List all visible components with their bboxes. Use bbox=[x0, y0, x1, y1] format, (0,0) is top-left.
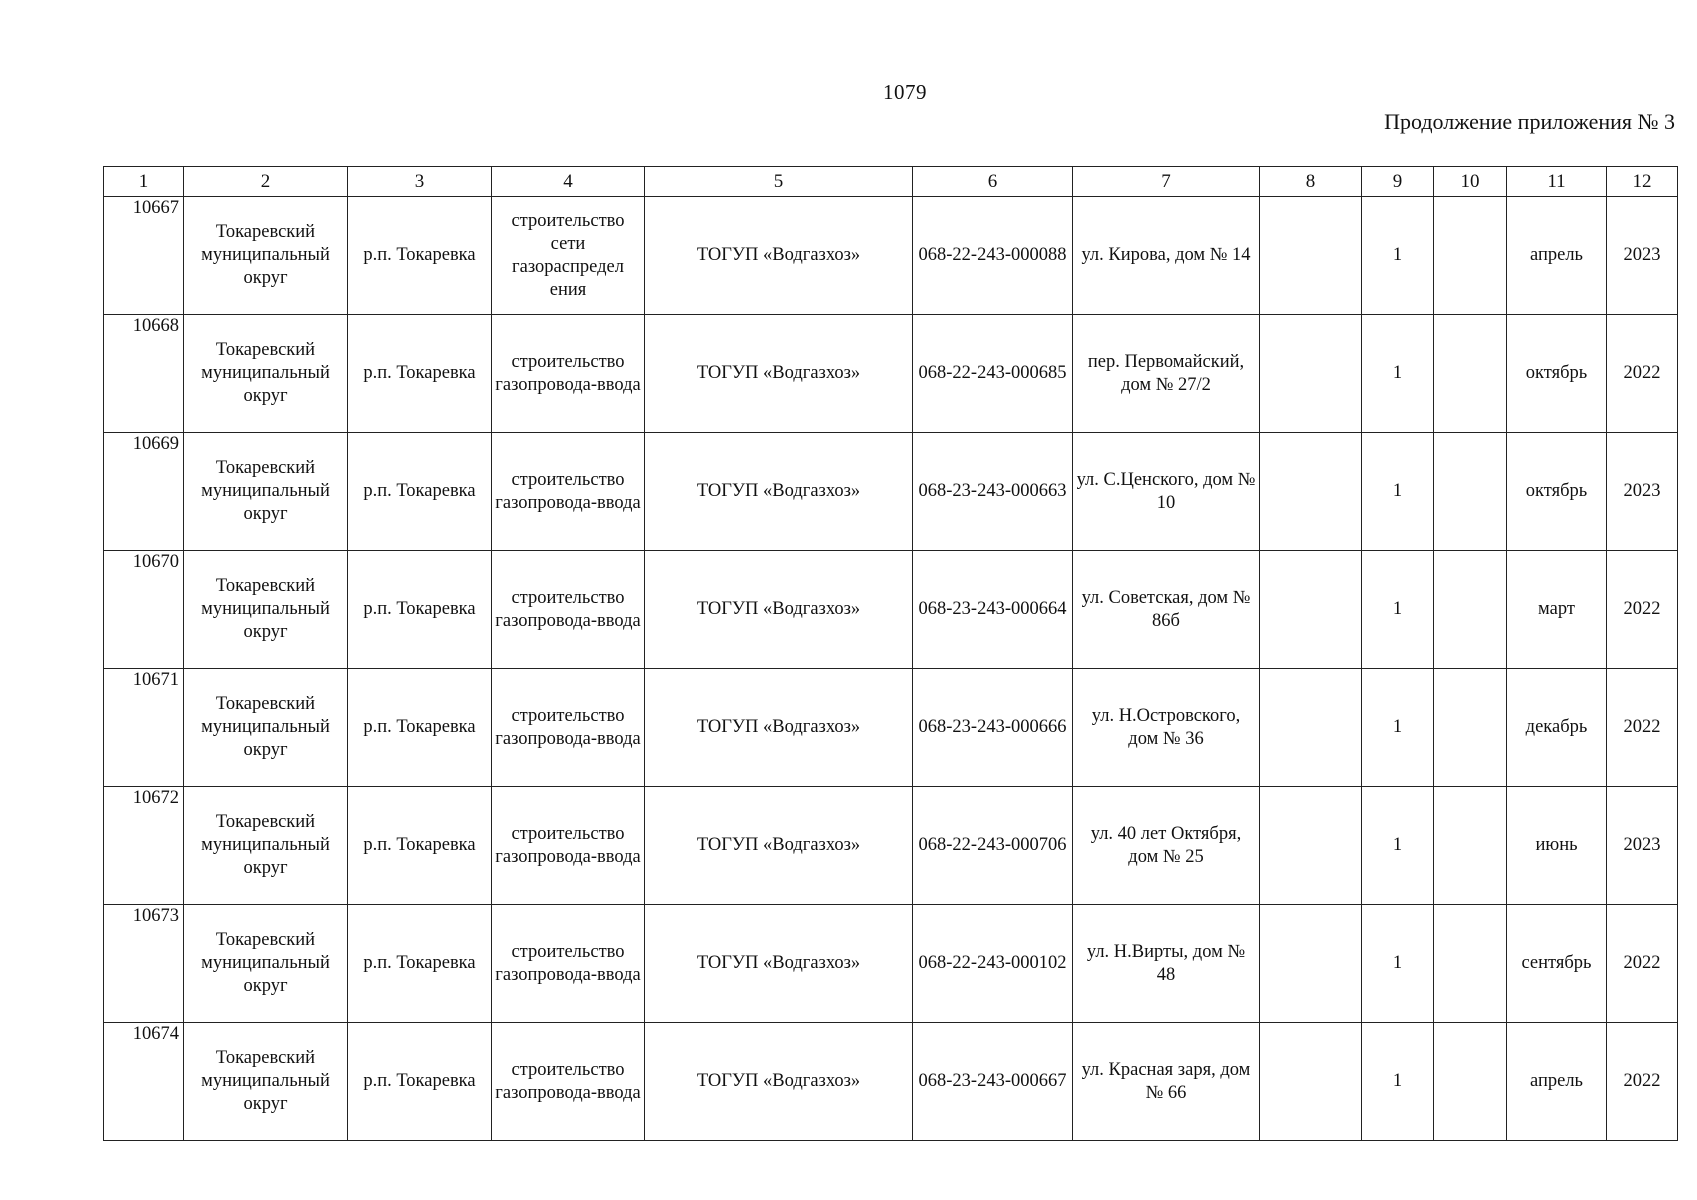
address-cell: ул. Н.Островского, дом № 36 bbox=[1073, 669, 1260, 787]
address-cell: ул. Красная заря, дом № 66 bbox=[1073, 1023, 1260, 1141]
district-cell: Токаревский муниципальный округ bbox=[184, 669, 348, 787]
object-code-cell: 068-23-243-000666 bbox=[913, 669, 1073, 787]
district-cell: Токаревский муниципальный округ bbox=[184, 197, 348, 315]
district-cell: Токаревский муниципальный округ bbox=[184, 315, 348, 433]
organization-cell: ТОГУП «Водгазхоз» bbox=[645, 1023, 913, 1141]
column-header: 8 bbox=[1260, 167, 1362, 197]
year-cell: 2022 bbox=[1607, 905, 1678, 1023]
organization-cell: ТОГУП «Водгазхоз» bbox=[645, 905, 913, 1023]
column-header: 10 bbox=[1434, 167, 1507, 197]
organization-cell: ТОГУП «Водгазхоз» bbox=[645, 433, 913, 551]
organization-cell: ТОГУП «Водгазхоз» bbox=[645, 551, 913, 669]
district-cell: Токаревский муниципальный округ bbox=[184, 905, 348, 1023]
table-row bbox=[104, 433, 1678, 551]
work-type-cell: строительство газопровода-ввода bbox=[492, 433, 645, 551]
settlement-cell: р.п. Токаревка bbox=[348, 315, 492, 433]
month-cell: апрель bbox=[1507, 1023, 1607, 1141]
year-cell: 2022 bbox=[1607, 315, 1678, 433]
settlement-cell: р.п. Токаревка bbox=[348, 669, 492, 787]
month-cell: октябрь bbox=[1507, 315, 1607, 433]
table-row bbox=[104, 1023, 1678, 1141]
appendix-caption: Продолжение приложения № 3 bbox=[1384, 109, 1675, 134]
settlement-cell: р.п. Токаревка bbox=[348, 433, 492, 551]
table-row bbox=[104, 551, 1678, 669]
empty-cell bbox=[1260, 551, 1362, 669]
table-row bbox=[104, 669, 1678, 787]
table-row bbox=[104, 197, 1678, 315]
organization-cell: ТОГУП «Водгазхоз» bbox=[645, 669, 913, 787]
column-header: 11 bbox=[1507, 167, 1607, 197]
column-header: 1 bbox=[104, 167, 184, 197]
work-type-cell: строительство газопровода-ввода bbox=[492, 905, 645, 1023]
empty-cell bbox=[1260, 1023, 1362, 1141]
table-row bbox=[104, 905, 1678, 1023]
empty-cell bbox=[1260, 905, 1362, 1023]
address-cell: ул. С.Ценского, дом № 10 bbox=[1073, 433, 1260, 551]
address-cell: ул. 40 лет Октября, дом № 25 bbox=[1073, 787, 1260, 905]
work-type-cell: строительство сети газораспредел ения bbox=[492, 197, 645, 315]
year-cell: 2023 bbox=[1607, 787, 1678, 905]
settlement-cell: р.п. Токаревка bbox=[348, 551, 492, 669]
district-cell: Токаревский муниципальный округ bbox=[184, 551, 348, 669]
quantity-cell: 1 bbox=[1362, 197, 1434, 315]
column-header: 7 bbox=[1073, 167, 1260, 197]
month-cell: июнь bbox=[1507, 787, 1607, 905]
column-header: 3 bbox=[348, 167, 492, 197]
month-cell: апрель bbox=[1507, 197, 1607, 315]
empty-cell bbox=[1434, 1023, 1507, 1141]
year-cell: 2023 bbox=[1607, 433, 1678, 551]
empty-cell bbox=[1260, 433, 1362, 551]
empty-cell bbox=[1434, 787, 1507, 905]
quantity-cell: 1 bbox=[1362, 433, 1434, 551]
organization-cell: ТОГУП «Водгазхоз» bbox=[645, 197, 913, 315]
column-header: 2 bbox=[184, 167, 348, 197]
work-type-cell: строительство газопровода-ввода bbox=[492, 669, 645, 787]
table-row bbox=[104, 787, 1678, 905]
empty-cell bbox=[1260, 315, 1362, 433]
work-type-cell: строительство газопровода-ввода bbox=[492, 1023, 645, 1141]
empty-cell bbox=[1434, 433, 1507, 551]
column-header: 12 bbox=[1607, 167, 1678, 197]
row-number-cell: 10670 bbox=[104, 551, 184, 669]
empty-cell bbox=[1434, 315, 1507, 433]
object-code-cell: 068-23-243-000663 bbox=[913, 433, 1073, 551]
empty-cell bbox=[1260, 197, 1362, 315]
year-cell: 2022 bbox=[1607, 669, 1678, 787]
address-cell: ул. Н.Вирты, дом № 48 bbox=[1073, 905, 1260, 1023]
row-number-cell: 10673 bbox=[104, 905, 184, 1023]
settlement-cell: р.п. Токаревка bbox=[348, 787, 492, 905]
district-cell: Токаревский муниципальный округ bbox=[184, 787, 348, 905]
column-header: 5 bbox=[645, 167, 913, 197]
address-cell: ул. Кирова, дом № 14 bbox=[1073, 197, 1260, 315]
work-type-cell: строительство газопровода-ввода bbox=[492, 315, 645, 433]
empty-cell bbox=[1260, 787, 1362, 905]
organization-cell: ТОГУП «Водгазхоз» bbox=[645, 315, 913, 433]
year-cell: 2022 bbox=[1607, 551, 1678, 669]
object-code-cell: 068-22-243-000102 bbox=[913, 905, 1073, 1023]
row-number-cell: 10668 bbox=[104, 315, 184, 433]
organization-cell: ТОГУП «Водгазхоз» bbox=[645, 787, 913, 905]
work-type-cell: строительство газопровода-ввода bbox=[492, 787, 645, 905]
quantity-cell: 1 bbox=[1362, 315, 1434, 433]
object-code-cell: 068-22-243-000706 bbox=[913, 787, 1073, 905]
column-header: 4 bbox=[492, 167, 645, 197]
row-number-cell: 10674 bbox=[104, 1023, 184, 1141]
empty-cell bbox=[1434, 551, 1507, 669]
table-row bbox=[104, 315, 1678, 433]
empty-cell bbox=[1434, 197, 1507, 315]
column-number-row bbox=[104, 167, 1678, 197]
quantity-cell: 1 bbox=[1362, 1023, 1434, 1141]
column-header: 6 bbox=[913, 167, 1073, 197]
column-header: 9 bbox=[1362, 167, 1434, 197]
object-code-cell: 068-22-243-000088 bbox=[913, 197, 1073, 315]
row-number-cell: 10671 bbox=[104, 669, 184, 787]
month-cell: декабрь bbox=[1507, 669, 1607, 787]
address-cell: пер. Первомайский, дом № 27/2 bbox=[1073, 315, 1260, 433]
object-code-cell: 068-22-243-000685 bbox=[913, 315, 1073, 433]
register-body bbox=[104, 167, 1678, 1141]
district-cell: Токаревский муниципальный округ bbox=[184, 433, 348, 551]
settlement-cell: р.п. Токаревка bbox=[348, 905, 492, 1023]
quantity-cell: 1 bbox=[1362, 787, 1434, 905]
object-code-cell: 068-23-243-000664 bbox=[913, 551, 1073, 669]
settlement-cell: р.п. Токаревка bbox=[348, 1023, 492, 1141]
empty-cell bbox=[1434, 905, 1507, 1023]
year-cell: 2023 bbox=[1607, 197, 1678, 315]
work-type-cell: строительство газопровода-ввода bbox=[492, 551, 645, 669]
empty-cell bbox=[1260, 669, 1362, 787]
row-number-cell: 10669 bbox=[104, 433, 184, 551]
quantity-cell: 1 bbox=[1362, 905, 1434, 1023]
month-cell: октябрь bbox=[1507, 433, 1607, 551]
register-table bbox=[103, 166, 1678, 1141]
month-cell: сентябрь bbox=[1507, 905, 1607, 1023]
district-cell: Токаревский муниципальный округ bbox=[184, 1023, 348, 1141]
row-number-cell: 10672 bbox=[104, 787, 184, 905]
empty-cell bbox=[1434, 669, 1507, 787]
quantity-cell: 1 bbox=[1362, 669, 1434, 787]
row-number-cell: 10667 bbox=[104, 197, 184, 315]
page-number: 1079 bbox=[883, 80, 927, 104]
settlement-cell: р.п. Токаревка bbox=[348, 197, 492, 315]
address-cell: ул. Советская, дом № 86б bbox=[1073, 551, 1260, 669]
quantity-cell: 1 bbox=[1362, 551, 1434, 669]
object-code-cell: 068-23-243-000667 bbox=[913, 1023, 1073, 1141]
year-cell: 2022 bbox=[1607, 1023, 1678, 1141]
month-cell: март bbox=[1507, 551, 1607, 669]
